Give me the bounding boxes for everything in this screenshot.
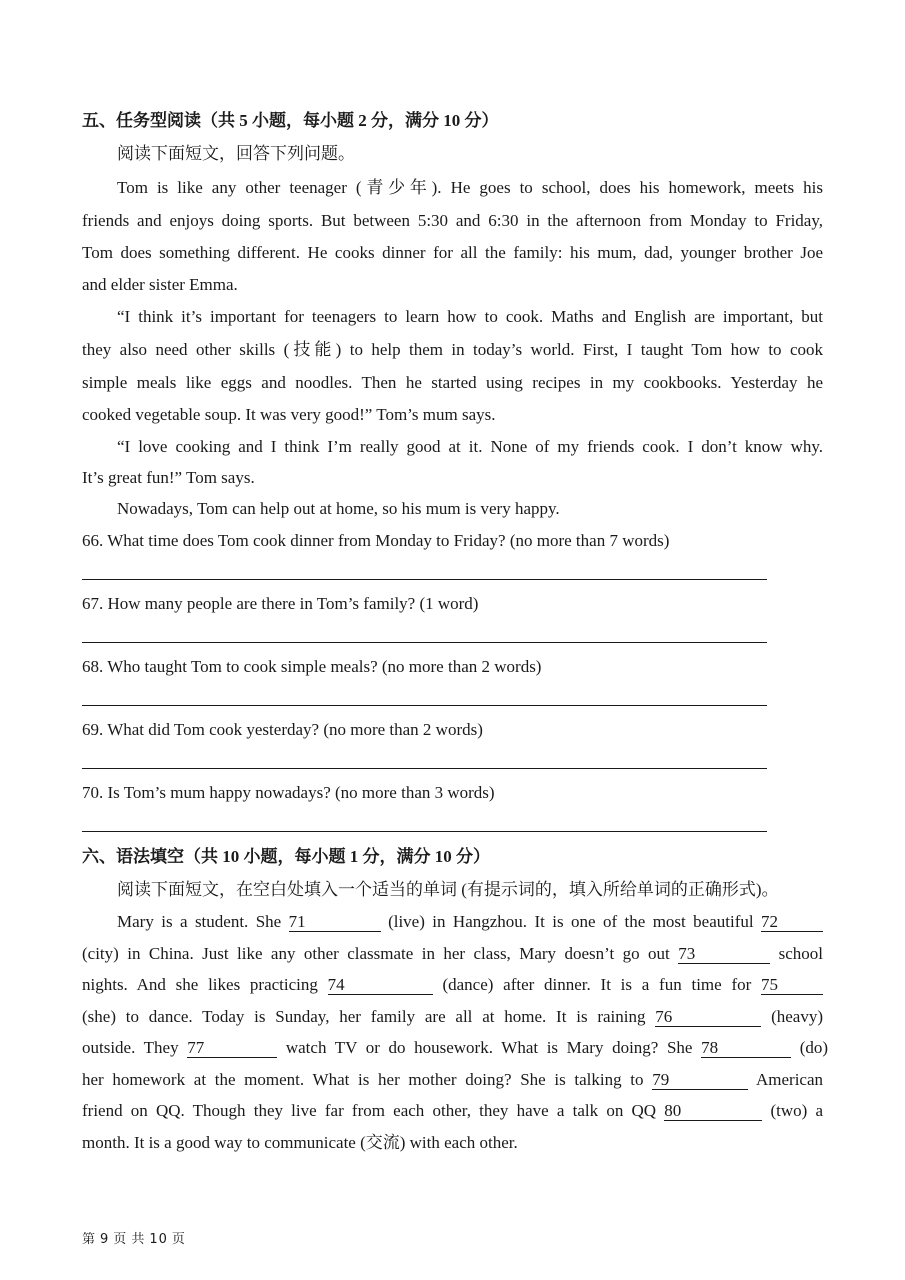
grammar-line: nights. And she likes practicing 74 (dance) after dinner. It is a fun time for 75 — [82, 974, 823, 996]
page-footer: 第 9 页 共 10 页 — [82, 1232, 186, 1247]
passage-line: “I love cooking and I think I’m really good at it. None of my friends cook. I don’t know why. — [117, 437, 823, 456]
section6-instruction: 阅读下面短文，在空白处填入一个适当的单词 (有提示词的，填入所给单词的正确形式)。 — [117, 880, 779, 899]
blank-71[interactable]: 71 — [289, 913, 381, 932]
grammar-line: (she) to dance. Today is Sunday, her family are all at home. It is raining 76 (heavy) — [82, 1007, 824, 1026]
passage-line: cooked vegetable soup. It was very good!” Tom’s mum says. — [82, 405, 496, 424]
answer-line-69[interactable] — [82, 768, 767, 769]
blank-72[interactable]: 72 — [761, 913, 823, 932]
grammar-line: Mary is a student. She 71 (live) in Hangzhou. It is one of the most beautiful 72 — [117, 911, 823, 933]
question-70: 70. Is Tom’s mum happy nowadays? (no more than 3 words) — [82, 783, 495, 802]
answer-line-66[interactable] — [82, 579, 767, 580]
passage-line: and elder sister Emma. — [82, 275, 238, 294]
section5-instruction: 阅读下面短文，回答下列问题。 — [117, 144, 355, 163]
page-number: 9 — [100, 1232, 110, 1247]
question-69: 69. What did Tom cook yesterday? (no more than 2 words) — [82, 720, 483, 739]
grammar-line: outside. They 77 watch TV or do housework. What is Mary doing? She 78 (do) — [82, 1038, 829, 1057]
passage-line: simple meals like eggs and noodles. Then he started using recipes in my cookbooks. Yesterday he — [82, 373, 823, 392]
blank-79[interactable]: 79 — [652, 1071, 748, 1090]
question-68: 68. Who taught Tom to cook simple meals? (no more than 2 words) — [82, 657, 542, 676]
grammar-line: friend on QQ. Though they live far from each other, they have a talk on QQ 80 (two) a — [82, 1101, 824, 1120]
page-total: 10 — [149, 1232, 168, 1247]
blank-74[interactable]: 74 — [328, 976, 433, 995]
answer-line-68[interactable] — [82, 705, 767, 706]
blank-75[interactable]: 75 — [761, 976, 823, 995]
answer-line-67[interactable] — [82, 642, 767, 643]
answer-line-70[interactable] — [82, 831, 767, 832]
passage-line: Tom does something different. He cooks dinner for all the family: his mum, dad, younger brother Joe — [82, 243, 823, 262]
question-66: 66. What time does Tom cook dinner from Monday to Friday? (no more than 7 words) — [82, 531, 670, 550]
grammar-line: month. It is a good way to communicate (交流) with each other. — [82, 1133, 518, 1152]
section5-heading: 五、任务型阅读（共 5 小题，每小题 2 分，满分 10 分） — [82, 111, 499, 130]
blank-80[interactable]: 80 — [664, 1102, 762, 1121]
passage-line: “I think it’s important for teenagers to learn how to cook. Maths and English are important, but — [117, 307, 823, 326]
blank-76[interactable]: 76 — [655, 1008, 761, 1027]
blank-78[interactable]: 78 — [701, 1039, 791, 1058]
passage-line: Nowadays, Tom can help out at home, so his mum is very happy. — [117, 499, 560, 518]
blank-73[interactable]: 73 — [678, 945, 770, 964]
blank-77[interactable]: 77 — [187, 1039, 277, 1058]
passage-line: It’s great fun!” Tom says. — [82, 468, 255, 487]
passage-line: Tom is like any other teenager (青少年). He goes to school, does his homework, meets his — [117, 178, 823, 197]
section6-heading: 六、语法填空（共 10 小题，每小题 1 分，满分 10 分） — [82, 847, 490, 866]
grammar-line: her homework at the moment. What is her mother doing? She is talking to 79 American — [82, 1070, 824, 1089]
question-67: 67. How many people are there in Tom’s family? (1 word) — [82, 594, 479, 613]
passage-line: they also need other skills (技能) to help them in today’s world. First, I taught Tom how to cook — [82, 340, 823, 359]
grammar-line: (city) in China. Just like any other classmate in her class, Mary doesn’t go out 73 school — [82, 944, 823, 963]
passage-line: friends and enjoys doing sports. But between 5:30 and 6:30 in the afternoon from Monday to Friday, — [82, 211, 823, 230]
